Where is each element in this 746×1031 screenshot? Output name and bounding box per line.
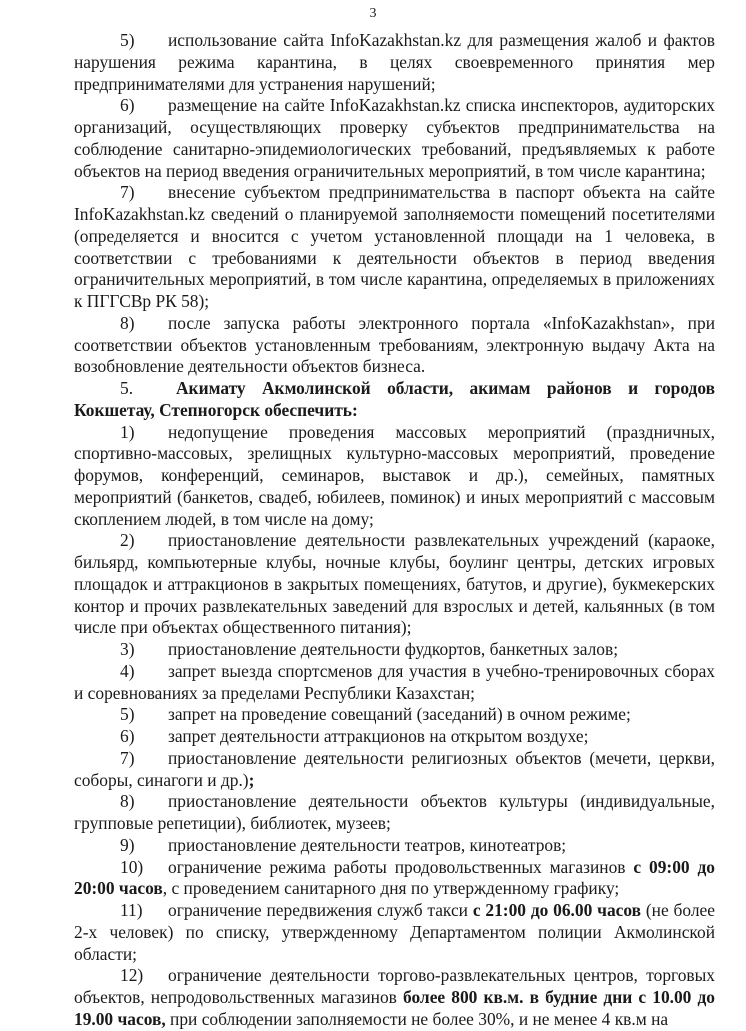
list-item-number: 8) [120, 791, 135, 812]
list-item-text: использование сайта InfoKazakhstan.kz для размещения жалоб и фактов нарушения режима карантина, в целях своевременного принятия мер предпринимателями для устранения нарушений; [74, 30, 715, 94]
list-item-text: (не более 2-х человек) по списку, утвержденному Департаментом полиции Акмолинской области; [74, 900, 715, 964]
list-item [74, 726, 715, 748]
list-item [74, 857, 715, 901]
section-heading [74, 378, 715, 422]
list-item-text: приостановление деятельности объектов культуры (индивидуальные, групповые репетиции), библиотек, музеев; [74, 791, 715, 833]
list-item-number: 5. [120, 378, 134, 398]
list-item [74, 530, 715, 639]
list-item-text: запрет выезда спортсменов для участия в учебно-тренировочных сборах и соревнованиях за пределами Республики Казахстан; [74, 660, 715, 703]
list-item-number: 6) [120, 726, 135, 746]
list-item [74, 30, 715, 95]
list-item-number: 12) [120, 965, 144, 986]
list-item-text: запрет деятельности аттракционов на открытом воздухе; [168, 726, 589, 746]
list-item-number: 6) [120, 95, 135, 116]
page-number: 3 [369, 6, 377, 21]
list-item-number: 7) [120, 182, 135, 203]
list-item-text: Акимату Акмолинской области, акимам районов и городов Кокшетау, Степногорск обеспечить: [74, 378, 715, 420]
list-item [74, 182, 715, 313]
list-item [74, 422, 715, 531]
list-item-text: ограничение режима работы продовольственных магазинов [168, 856, 634, 877]
list-item-text: с 09:00 до 20:00 часов [74, 856, 715, 899]
document-body [74, 30, 715, 1031]
list-item-number: 9) [120, 834, 135, 855]
list-item [74, 313, 715, 378]
list-item [74, 900, 715, 965]
list-item-number: 3) [120, 639, 135, 659]
list-item-text: при соблюдении заполняемости не более 30%, и не менее 4 кв.м на [165, 1008, 669, 1029]
list-item-text: ограничение передвижения служб такси [168, 900, 473, 920]
list-item [74, 835, 715, 857]
list-item [74, 661, 715, 705]
list-item-text: приостановление деятельности театров, кинотеатров; [168, 834, 567, 855]
list-item [74, 704, 715, 726]
list-item-number: 10) [120, 856, 144, 877]
list-item-number: 2) [120, 530, 135, 551]
list-item-number: 7) [120, 747, 135, 768]
list-item [74, 748, 715, 792]
list-item [74, 95, 715, 182]
list-item [74, 965, 715, 1030]
list-item-number: 5) [120, 30, 135, 50]
list-item [74, 639, 715, 661]
list-item-text: ; [248, 769, 255, 790]
list-item-number: 11) [120, 900, 143, 920]
list-item-text: приостановление деятельности развлекательных учреждений (караоке, бильярд, компьютерные клубы, ночные клубы, боулинг центры, детских игровых площадок и аттракционов в закрытых помещениях, батутов, и другие), букмекерских контор и прочих развлекательных заведений для взрослых и детей, кальянных (в том числе при объектах общественного питания); [74, 530, 715, 638]
list-item-text: , с проведением санитарного дня по утвержденному графику; [162, 878, 620, 899]
list-item-text: размещение на сайте InfoKazakhstan.kz списка инспекторов, аудиторских организаций, осуществляющих проверку субъектов предпринимательства на соблюдение санитарно-эпидемиологических требований, предъявляемых к работе объектов на период введения ограничительных мероприятий, в том числе карантина; [74, 95, 715, 181]
list-item-number: 4) [120, 660, 135, 681]
list-item-text: после запуска работы электронного портала «InfoKazakhstan», при соответствии объектов установленным требованиям, электронную выдачу Акта на возобновление деятельности объектов бизнеса. [74, 312, 715, 377]
list-item [74, 791, 715, 835]
list-item-number: 5) [120, 704, 135, 725]
list-item-text: приостановление деятельности религиозных объектов (мечети, церкви, соборы, синагоги и др.) [74, 747, 715, 790]
list-item-text: внесение субъектом предпринимательства в паспорт объекта на сайте InfoKazakhstan.kz сведений о планируемой заполняемости помещений посетителями (определяется и вносится с учетом установленной площади на 1 человека, в соответствии с требованиями к деятельности объектов в период введения ограничительных мероприятий, в том числе карантина, определяемых в приложениях к ПГГСВр РК 58); [74, 182, 715, 311]
list-item-text: ограничение деятельности торгово-развлекательных центров, торговых объектов, непродовольственных магазинов [74, 965, 715, 1007]
list-item-number: 1) [120, 421, 135, 442]
list-item-text: недопущение проведения массовых мероприятий (праздничных, спортивно-массовых, зрелищных культурно-массовых мероприятий, проведение форумов, конференций, семинаров, выставок и др.), семейных, памятных мероприятий (банкетов, свадеб, юбилеев, поминок) и иных мероприятий с массовым скоплением людей, в том числе на дому; [74, 421, 715, 529]
list-item-text: приостановление деятельности фудкортов, банкетных залов; [168, 639, 619, 659]
list-item-number: 8) [120, 312, 135, 333]
list-item-text: более 800 кв.м. в будние дни с 10.00 до 19.00 часов, [74, 987, 715, 1029]
list-item-text: запрет на проведение совещаний (заседаний) в очном режиме; [168, 704, 631, 725]
list-item-text: с 21:00 до 06.00 часов [472, 900, 642, 920]
